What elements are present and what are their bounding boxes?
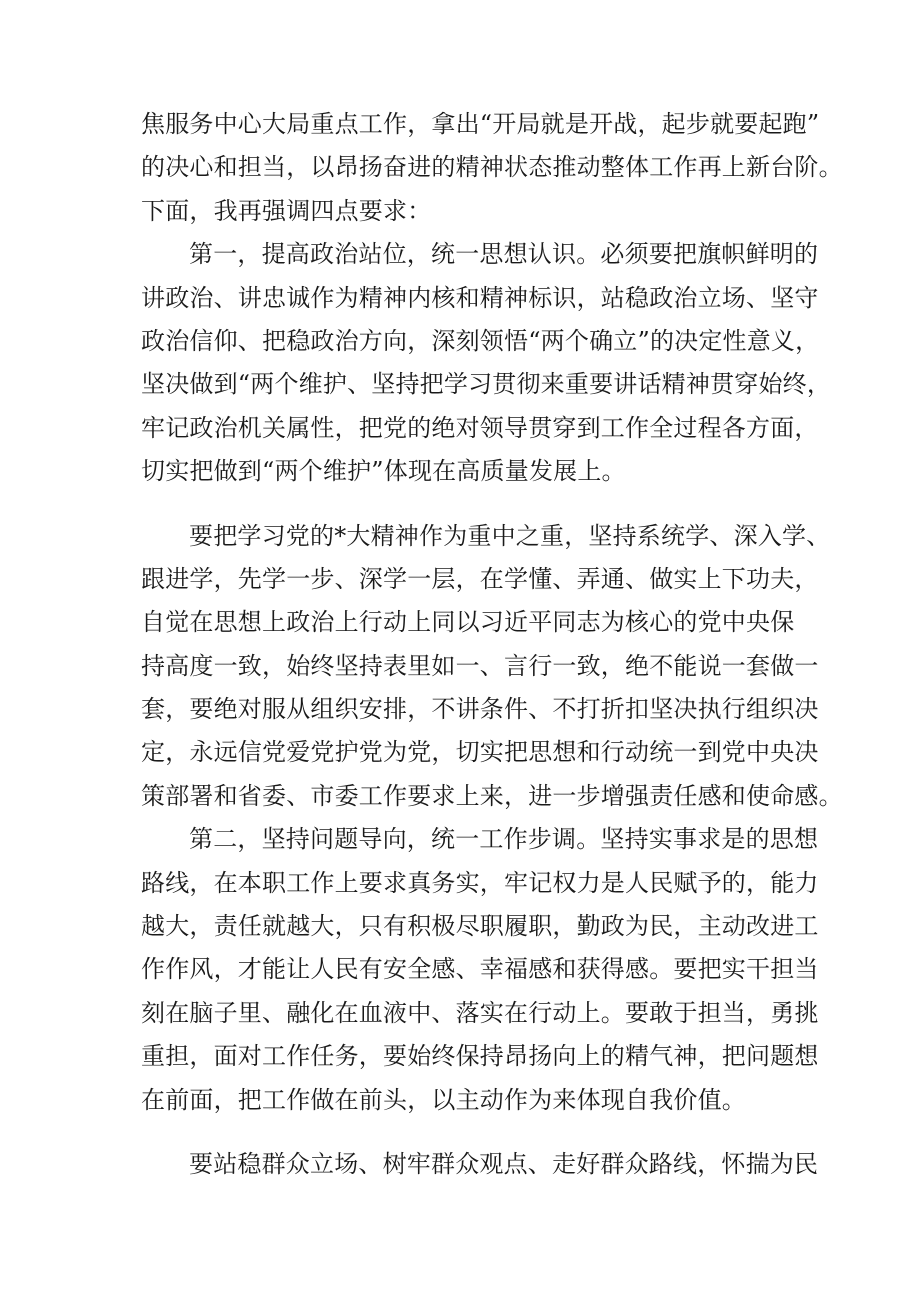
paragraph (141, 233, 832, 493)
text-line: 在前面，把工作做在前头，以主动作为来体现自我价值。 (141, 1085, 746, 1114)
text-line: 焦服务中心大局重点工作，拿出“开局就是开战，起步就要起跑” (141, 110, 820, 138)
text-line: 牢记政治机关属性，把党的绝对领导贯穿到工作全过程各方面， (141, 413, 819, 442)
text-line: 下面，我再强调四点要求： (141, 196, 432, 225)
paragraph (141, 818, 819, 1122)
paragraph (141, 103, 843, 233)
paragraph-spacing (141, 1122, 791, 1143)
text-line: 定，永远信党爱党护党为党，切实把思想和行动统一到党中央决 (141, 738, 819, 767)
text-line: 切实把做到“两个维护”体现在高质量发展上。 (141, 457, 626, 486)
text-line: 套，要绝对服从组织安排，不讲条件、不打折扣坚决执行组织决 (141, 695, 819, 724)
document-body (141, 103, 843, 1186)
text-line: 要站稳群众立场、树牢群众观点、走好群众路线，怀揣为民 (189, 1149, 819, 1178)
text-line: 的决心和担当，以昂扬奋进的精神状态推动整体工作再上新台阶。 (141, 153, 843, 182)
paragraph (141, 1143, 819, 1186)
text-line: 自觉在思想上政治上行动上同以习近平同志为核心的党中央保 (141, 608, 795, 637)
text-line: 刻在脑子里、融化在血液中、落实在行动上。要敢于担当，勇挑 (141, 998, 819, 1027)
text-line: 第一，提高政治站位，统一思想认识。必须要把旗帜鲜明的 (189, 240, 819, 269)
text-line: 越大，责任就越大，只有积极尽职履职，勤政为民，主动改进工 (141, 912, 819, 941)
text-line: 坚决做到“两个维护、坚持把学习贯彻来重要讲话精神贯穿始终， (141, 370, 832, 399)
paragraph-spacing (141, 494, 791, 515)
text-line: 路线，在本职工作上要求真务实，牢记权力是人民赋予的，能力 (141, 868, 819, 897)
text-line: 第二，坚持问题导向，统一工作步调。坚持实事求是的思想 (189, 825, 819, 854)
text-line: 讲政治、讲忠诚作为精神内核和精神标识，站稳政治立场、坚守 (141, 283, 819, 312)
text-line: 作作风，才能让人民有安全感、幸福感和获得感。要把实干担当 (141, 955, 819, 984)
text-line: 策部署和省委、市委工作要求上来，进一步增强责任感和使命感。 (141, 781, 843, 810)
paragraph (141, 515, 843, 819)
text-line: 政治信仰、把稳政治方向，深刻领悟“两个确立”的决定性意义， (141, 326, 820, 355)
text-line: 跟进学，先学一步、深学一层，在学懂、弄通、做实上下功夫， (141, 564, 819, 593)
text-line: 重担，面对工作任务，要始终保持昂扬向上的精气神，把问题想 (141, 1042, 819, 1071)
text-line: 持高度一致，始终坚持表里如一、言行一致，绝不能说一套做一 (141, 651, 819, 680)
text-line: 要把学习党的*大精神作为重中之重，坚持系统学、深入学、 (189, 521, 831, 550)
